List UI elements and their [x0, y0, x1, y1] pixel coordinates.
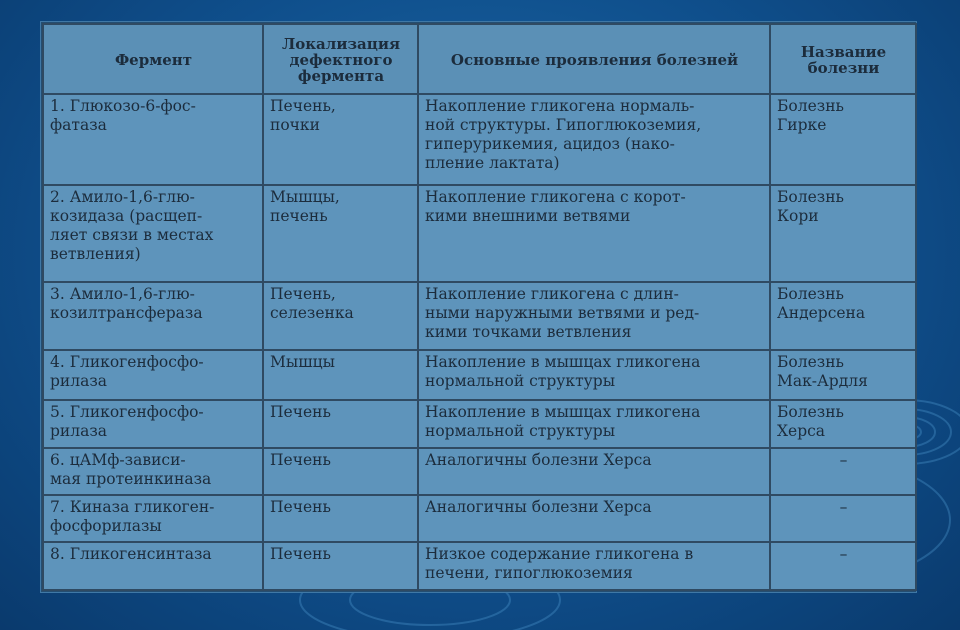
header-disease: Название болезни: [770, 24, 916, 94]
cell-disease: –: [770, 448, 916, 495]
cell-manifestations: Низкое содержание гликогена в печени, гипоглюкоземия: [418, 542, 770, 590]
table-row: [43, 185, 916, 282]
cell-manifestations: Аналогичны болезни Херса: [418, 495, 770, 543]
cell-disease: Болезнь Херса: [770, 400, 916, 449]
cell-location: Мышцы, печень: [263, 185, 418, 282]
cell-manifestations: Накопление в мышцах гликогена нормальной структуры: [418, 350, 770, 400]
table-row: [43, 400, 916, 449]
cell-location: Печень, почки: [263, 94, 418, 185]
header-enzyme: Фермент: [43, 24, 263, 94]
table-row: [43, 282, 916, 350]
header-manifestations: Основные проявления болезней: [418, 24, 770, 94]
table-row: [43, 542, 916, 590]
cell-enzyme: 4. Гликогенфосфо- рилаза: [43, 350, 263, 400]
cell-manifestations: Аналогичны болезни Херса: [418, 448, 770, 495]
cell-enzyme: 5. Гликогенфосфо- рилаза: [43, 400, 263, 449]
cell-location: Печень: [263, 495, 418, 543]
cell-manifestations: Накопление гликогена с корот- кими внешними ветвями: [418, 185, 770, 282]
cell-enzyme: 2. Амило-1,6-глю- козидаза (расщеп- ляет связи в местах ветвления): [43, 185, 263, 282]
cell-manifestations: Накопление гликогена с длин- ными наружными ветвями и ред- кими точками ветвления: [418, 282, 770, 350]
header-location: Локализация дефектного фермента: [263, 24, 418, 94]
table-row: [43, 495, 916, 543]
cell-disease: Болезнь Андерсена: [770, 282, 916, 350]
cell-enzyme: 1. Глюкозо-6-фос- фатаза: [43, 94, 263, 185]
cell-disease: –: [770, 495, 916, 543]
cell-manifestations: Накопление гликогена нормаль- ной структуры. Гипоглюкоземия, гиперурикемия, ацидоз (нако- пление лактата): [418, 94, 770, 185]
cell-location: Печень: [263, 542, 418, 590]
cell-enzyme: 3. Амило-1,6-глю- козилтрансфераза: [43, 282, 263, 350]
table-row: [43, 448, 916, 495]
cell-enzyme: 6. цАМф-зависи- мая протеинкиназа: [43, 448, 263, 495]
cell-enzyme: 8. Гликогенсинтаза: [43, 542, 263, 590]
glycogenosis-table: [41, 22, 916, 592]
cell-disease: Болезнь Кори: [770, 185, 916, 282]
cell-location: Печень: [263, 448, 418, 495]
cell-disease: –: [770, 542, 916, 590]
cell-enzyme: 7. Киназа гликоген- фосфорилазы: [43, 495, 263, 543]
cell-location: Мышцы: [263, 350, 418, 400]
cell-location: Печень: [263, 400, 418, 449]
enzyme-disease-table: [42, 23, 917, 591]
cell-disease: Болезнь Гирке: [770, 94, 916, 185]
table-row: [43, 94, 916, 185]
table-row: [43, 350, 916, 400]
cell-location: Печень, селезенка: [263, 282, 418, 350]
cell-disease: Болезнь Мак-Ардля: [770, 350, 916, 400]
cell-manifestations: Накопление в мышцах гликогена нормальной структуры: [418, 400, 770, 449]
table-header-row: [43, 24, 916, 94]
